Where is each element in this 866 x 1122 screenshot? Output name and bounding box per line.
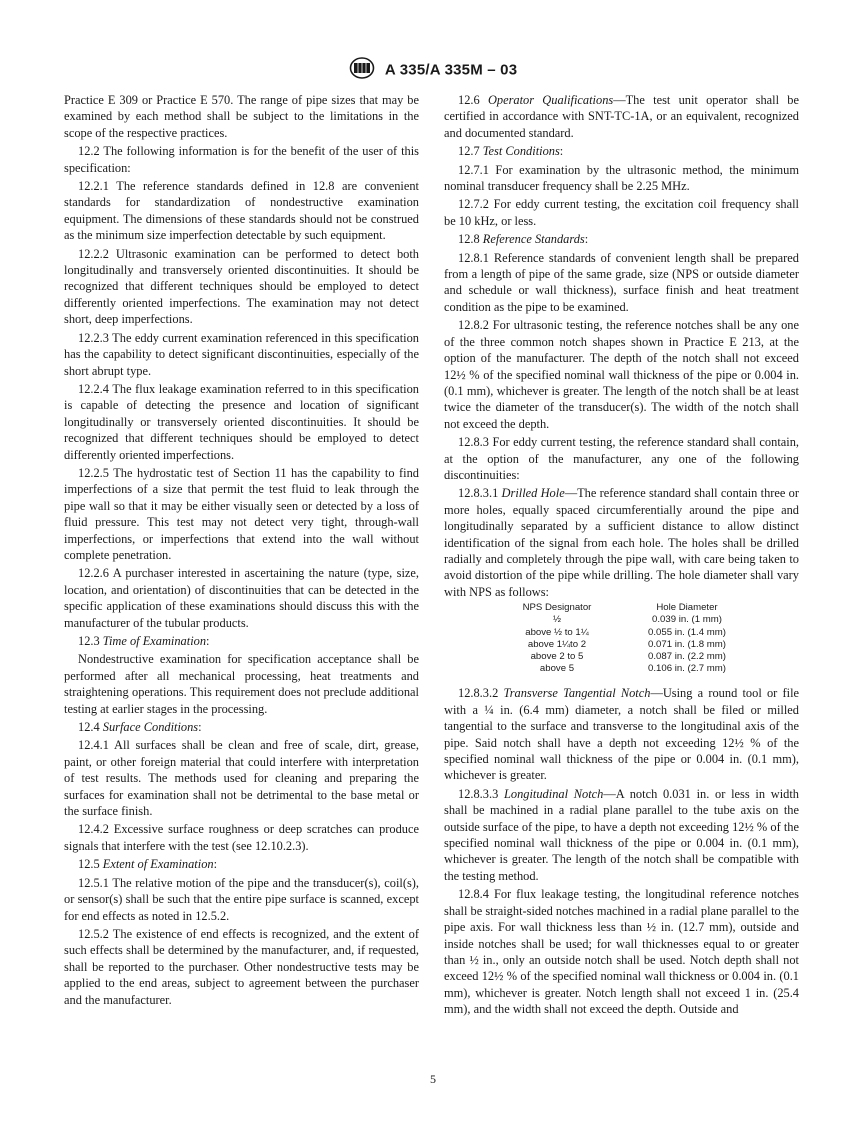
section-heading: 12.8 Reference Standards:: [458, 232, 589, 247]
paragraph: 12.2.5 The hydrostatic test of Section 11 has the capability to find imperfections of a size that permit the test fluid to leak through the pipe wall so that it may be either visually seen or detected by a loss of fluid pressure. This test may not detect very tight, through-wall imperfections, or imperfections that extend into the wall without complete penetration.: [64, 465, 419, 562]
paragraph: 12.5.2 The existence of end effects is recognized, and the extent of such effects shall be determined by the manufacturer, and, if requested, shall be reported to the purchaser. Other nondestructive tests may be applied to the end areas, subject to agreement between the purchaser and the manufacturer.: [64, 926, 419, 1007]
paragraph: 12.8.3 For eddy current testing, the reference standard shall contain, at the option of the manufacturer, any one of the following discontinuities:: [444, 435, 799, 482]
page-header: [0, 57, 866, 83]
paragraph: 12.2 The following information is for the benefit of the user of this specification:: [64, 144, 419, 175]
section-heading: 12.7 Test Conditions:: [458, 144, 564, 159]
table-row: [496, 639, 756, 651]
table-cell: 0.055 in. (1.4 mm): [648, 626, 726, 638]
left-column: [64, 92, 419, 1010]
paragraph: 12.4.1 All surfaces shall be clean and free of scale, dirt, grease, paint, or other foreign material that could interfere with interpretation of test results. The methods used for cleaning and preparing the surfaces for examination shall not be detrimental to the base metal or the surface finish.: [64, 738, 419, 819]
right-column: [444, 92, 799, 1020]
table-header: NPS Designator: [522, 602, 592, 614]
paragraph: 12.5.1 The relative motion of the pipe and the transducer(s), coil(s), or sensor(s) shall be such that the entire pipe surface is scanned, except for end effects as noted in 12.5.2.: [64, 875, 419, 923]
table-cell: 0.087 in. (2.2 mm): [648, 651, 726, 662]
table-cell: above 2 to 5: [530, 651, 584, 662]
paragraph: 12.8.3.1 Drilled Hole—The reference standard shall contain three or more holes, equally spaced circumferentially around the pipe and longitudinally separated by a sufficient distance to allow distinct identification of the signal from each hole. The holes shall be drilled radially and completely through the pipe wall, with care being taken to avoid distortion of the pipe while drilling. The hole diameter shall vary with NPS as follows:: [444, 486, 799, 599]
paragraph: Practice E 309 or Practice E 570. The range of pipe sizes that may be examined by each method shall be subject to the limitations in the scope of the respective practices.: [64, 93, 419, 140]
astm-logo-icon: [349, 57, 375, 83]
paragraph: 12.2.3 The eddy current examination referenced in this specification has the capability to detect significant discontinuities, especially of the short abrupt type.: [64, 330, 419, 378]
table-cell: ½: [552, 614, 561, 626]
table-cell: 0.039 in. (1 mm): [652, 614, 722, 626]
page-number: 5: [430, 1072, 436, 1086]
paragraph: 12.2.6 A purchaser interested in ascertaining the nature (type, size, location, and orientation) of discontinuities that can be detected in the specific application of these examinations should discuss this with the manufacturer of the tubular products.: [64, 566, 419, 630]
document-title: A 335/A 335M – 03: [384, 61, 518, 79]
table-header: Hole Diameter: [656, 602, 718, 614]
table-header-row: [496, 602, 756, 614]
paragraph: 12.2.2 Ultrasonic examination can be performed to detect both longitudinally and transversely oriented discontinuities. It should be recognized that different techniques should be employed to detect differently oriented imperfections. The examination may not detect short, deep imperfections.: [64, 246, 419, 327]
paragraph: 12.2.1 The reference standards defined in 12.8 are convenient standards for standardization of nondestructive examination equipment. The dimensions of these standards should not be construed as the minimum size imperfection detectable by such equipment.: [64, 179, 419, 243]
table-cell: above ½ to 1¼: [525, 626, 589, 638]
paragraph: 12.2.4 The flux leakage examination referred to in this specification is capable of detecting the presence and location of significant longitudinally or transversely oriented discontinuities. It should be recognized that different techniques should be employed to detect differently oriented imperfections.: [64, 381, 419, 462]
paragraph: Nondestructive examination for specification acceptance shall be performed after all mechanical processing, heat treatments and straightening operations. This requirement does not preclude additional testing at earlier stages in the processing.: [64, 652, 419, 716]
paragraph: 12.6 Operator Qualifications—The test unit operator shall be certified in accordance with SNT-TC-1A, or an equivalent, recognized and documented standard.: [444, 93, 799, 140]
paragraph: 12.7.2 For eddy current testing, the excitation coil frequency shall be 10 kHz, or less.: [444, 197, 799, 228]
paragraph: 12.8.4 For flux leakage testing, the longitudinal reference notches shall be straight-sided notches machined in a radial plane parallel to the pipe axis. For wall thickness less than ½ in. (12.7 mm), outside and inside notches shall be used; for wall thicknesses equal to or greater than ½ in., only an outside notch shall be used. Notch depth shall not exceed 12½ % of the specified nominal wall thickness or 0.004 in. (0.1 mm), whichever is greater. Notch length shall not exceed 1 in. (25.4 mm), and the width shall not exceed the depth. Outside and: [444, 887, 799, 1017]
hole-diameter-table: [496, 602, 756, 675]
paragraph: 12.8.3.2 Transverse Tangential Notch—Using a round tool or file with a ¼ in. (6.4 mm) diameter, a notch shall be filed or milled tangential to the surface and transverse to the longitudinal axis of the pipe. Said notch shall have a depth not exceeding 12½ % of the specified nominal wall thickness of the pipe or 0.004 in. (0.1 mm), whichever is greater.: [444, 686, 800, 783]
section-heading: 12.5 Extent of Examination:: [78, 857, 218, 872]
table-cell: 0.071 in. (1.8 mm): [648, 638, 726, 650]
table-row: [496, 663, 756, 675]
paragraph: 12.4.2 Excessive surface roughness or deep scratches can produce signals that interfere with the test (see 12.10.2.3).: [64, 822, 419, 853]
section-heading: 12.3 Time of Examination:: [78, 634, 210, 648]
paragraph: 12.8.3.3 Longitudinal Notch—A notch 0.031 in. or less in width shall be machined in a radial plane parallel to the tube axis on the outside surface of the pipe, to have a depth not exceeding 12½ % of the specified nominal wall thickness of the pipe or 0.004 in. (0.1 mm), whichever is greater. The length of the notch shall be compatible with the testing method.: [444, 786, 799, 883]
paragraph: 12.7.1 For examination by the ultrasonic method, the minimum nominal transducer frequency shall be 2.25 MHz.: [444, 162, 799, 194]
paragraph: 12.8.1 Reference standards of convenient length shall be prepared from a length of pipe of the same grade, size (NPS or outside diameter and schedule or wall thickness), surface finish and heat treatment condition as the pipe to be examined.: [444, 250, 799, 314]
paragraph: 12.8.2 For ultrasonic testing, the reference notches shall be any one of the three common notch shapes shown in Practice E 213, at the option of the manufacturer. The depth of the notch shall not exceed 12½ % of the specified nominal wall thickness of the pipe or 0.004 in. (0.1 mm), whichever is greater. The length of the notch shall be at least twice the diameter of the transducer(s). The width of the notch shall not exceed the depth.: [444, 318, 799, 431]
table-row: [496, 651, 756, 663]
table-cell: above 1¼to 2: [527, 638, 587, 650]
table-cell: 0.106 in. (2.7 mm): [648, 663, 726, 675]
table-row: [496, 614, 756, 626]
table-row: [496, 627, 756, 639]
table-cell: above 5: [539, 663, 575, 675]
section-heading: 12.4 Surface Conditions:: [78, 720, 202, 735]
